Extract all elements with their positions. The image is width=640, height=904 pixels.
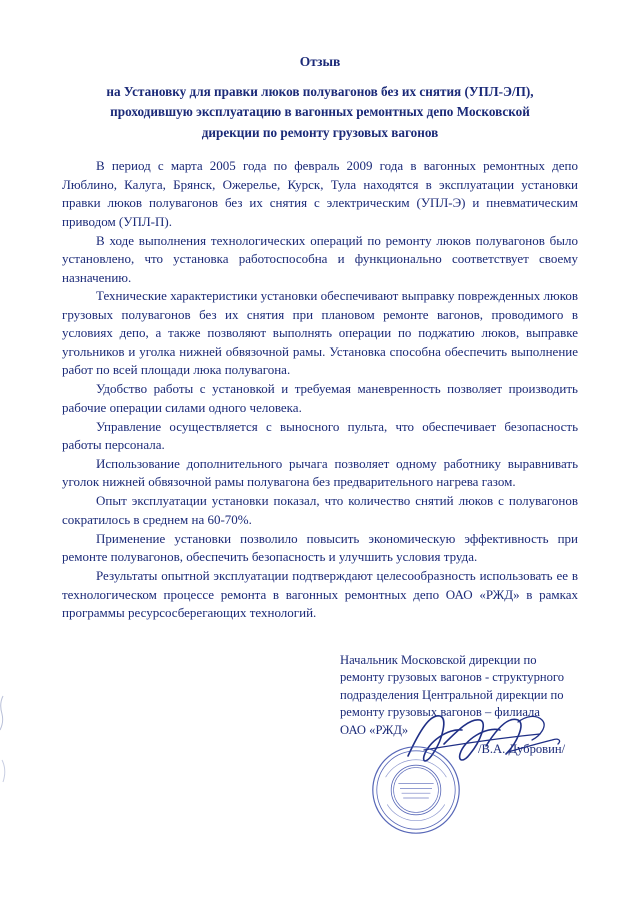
- signature-line: ремонту грузовых вагонов – филиала: [340, 705, 540, 720]
- document-body: [62, 52, 578, 623]
- signature-title-block: [340, 652, 580, 739]
- signature-line: Начальник Московской дирекции по: [340, 653, 537, 667]
- signature-line: ремонту грузовых вагонов - структурного: [340, 670, 565, 685]
- paragraph: В ходе выполнения технологических операций по ремонту люков полувагонов было установлено, что установка работоспособна и функционально соответствует своему назначению.: [62, 232, 578, 285]
- paragraph: Использование дополнительного рычага позволяет одному работнику выравнивать уголок нижней обвязочной рамы полувагона без предварительного нагрева газом.: [62, 456, 578, 490]
- paragraph: В период с марта 2005 года по февраль 2009 года в вагонных ремонтных депо Люблино, Калуга, Брянск, Ожерелье, Курск, Тула находятся в эксплуатации установки правки люков полувагонов без их снятия с электрическим (УПЛ-Э) и пневматическим приводом (УПЛ-П).: [62, 158, 578, 229]
- document-subtitle-line-3: дирекции по ремонту грузовых вагонов: [201, 124, 439, 140]
- official-stamp-icon: [368, 742, 464, 838]
- paragraph: Опыт эксплуатации установки показал, что количество снятий люков с полувагонов сократилось в среднем на 60-70%.: [62, 493, 578, 527]
- paragraph: Удобство работы с установкой и требуемая маневренность позволяет производить рабочие операции силами одного человека.: [62, 381, 578, 415]
- signature-line: ОАО «РЖД»: [340, 722, 409, 737]
- paragraph: Технические характеристики установки обеспечивают выправку поврежденных люков грузовых полувагонов без их снятия при плановом ремонте вагонов, проводимого в условиях депо, а также позволяют выполнять операции по поджатию люков, выправке угольников и уголка нижней обвязочной рамы. Установка способна обеспечить выполнение работ по всей площади люка полувагона.: [62, 288, 578, 378]
- document-subtitle-line-2: проходившую эксплуатацию в вагонных ремонтных депо Московской: [110, 104, 530, 120]
- document-subtitle-line-1: на Установку для правки люков полувагонов без их снятия (УПЛ-Э/П),: [106, 83, 534, 99]
- signer-name: /В.А. Дубровин/: [478, 742, 566, 756]
- paragraph: Управление осуществляется с выносного пульта, что обеспечивает безопасность работы персонала.: [62, 418, 578, 453]
- signature-line: подразделения Центральной дирекции по: [340, 687, 564, 702]
- scan-edge-artifact: [0, 0, 16, 904]
- paragraph: Результаты опытной эксплуатации подтверждают целесообразность использовать ее в технологическом процессе ремонта в вагонных ремонтных депо ОАО «РЖД» в рамках программы ресурсосберегающих технологий.: [62, 568, 578, 621]
- page-title: Отзыв: [299, 54, 341, 69]
- paragraph: Применение установки позволило повысить экономическую эффективность при ремонте полувагонов, обеспечить безопасность и улучшить условия труда.: [62, 530, 578, 565]
- document-title-block: [62, 52, 578, 143]
